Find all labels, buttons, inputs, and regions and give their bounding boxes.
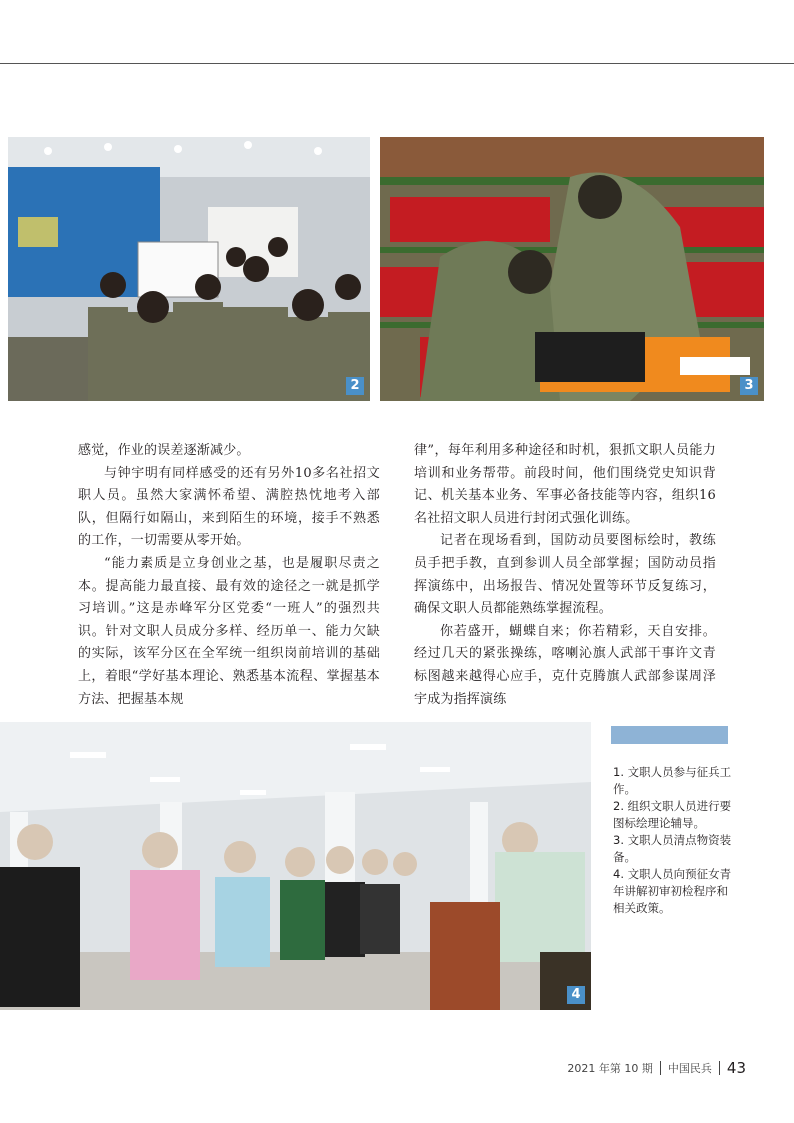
- header-rule: [0, 63, 794, 64]
- paragraph: “能力素质是立身创业之基，也是履职尽责之本。提高能力最直接、最有效的途径之一就是抓学习培训。”这是赤峰军分区党委“一班人”的强烈共识。针对文职人员成分多样、经历单一、能力欠缺的实际，该军分区在全军统一组织岗前培训的基础上，着眼“学好基本理论、熟悉基本流程、掌握基本方法、把握基本规: [78, 555, 380, 707]
- article-column-left: [78, 440, 380, 711]
- magazine-name: 中国民兵: [667, 1062, 712, 1075]
- caption-item: 2. 组织文职人员进行要图标绘理论辅导。: [613, 799, 732, 830]
- footer-divider: [660, 1061, 661, 1075]
- photo-2-briefing: [8, 137, 370, 401]
- photo-number-badge: 2: [346, 377, 364, 395]
- photo-number-badge: 4: [567, 986, 585, 1004]
- caption-item: 3. 文职人员清点物资装备。: [613, 833, 732, 864]
- page-footer: [567, 1058, 746, 1078]
- photo-4-lecture: [0, 722, 591, 1010]
- article-column-right: [414, 440, 716, 711]
- paragraph: 感觉，作业的误差逐渐减少。: [78, 443, 250, 458]
- photo-number-badge: 3: [740, 377, 758, 395]
- page-number: 43: [726, 1059, 746, 1077]
- footer-divider: [719, 1061, 720, 1075]
- photo-captions: [613, 764, 735, 917]
- caption-header-bar: [611, 726, 728, 744]
- paragraph: 记者在现场看到，国防动员要图标绘时，教练员手把手教，直到参训人员全部掌握；国防动员指挥演练中，出场报告、情况处置等环节反复练习，确保文职人员都能熟练掌握流程。: [414, 533, 716, 617]
- caption-item: 1. 文职人员参与征兵工作。: [613, 765, 732, 796]
- paragraph: 与钟宇明有同样感受的还有另外10多名社招文职人员。虽然大家满怀希望、满腔热忱地考入部队，但隔行如隔山，来到陌生的环境，接手不熟悉的工作，一切需要从零开始。: [78, 465, 380, 549]
- caption-item: 4. 文职人员向预征女青年讲解初审初检程序和相关政策。: [613, 867, 732, 915]
- issue-label: 2021 年第 10 期: [567, 1062, 653, 1075]
- paragraph: 你若盛开，蝴蝶自来；你若精彩，天自安排。经过几天的紧张操练，喀喇沁旗人武部干事许文青标图越来越得心应手，克什克腾旗人武部参谋周泽宇成为指挥演练: [414, 623, 716, 707]
- photo-3-equipment: [380, 137, 764, 401]
- paragraph: 律”，每年利用多种途径和时机，狠抓文职人员能力培训和业务帮带。前段时间，他们围绕党史知识背记、机关基本业务、军事必备技能等内容，组织16名社招文职人员进行封闭式强化训练。: [414, 443, 716, 526]
